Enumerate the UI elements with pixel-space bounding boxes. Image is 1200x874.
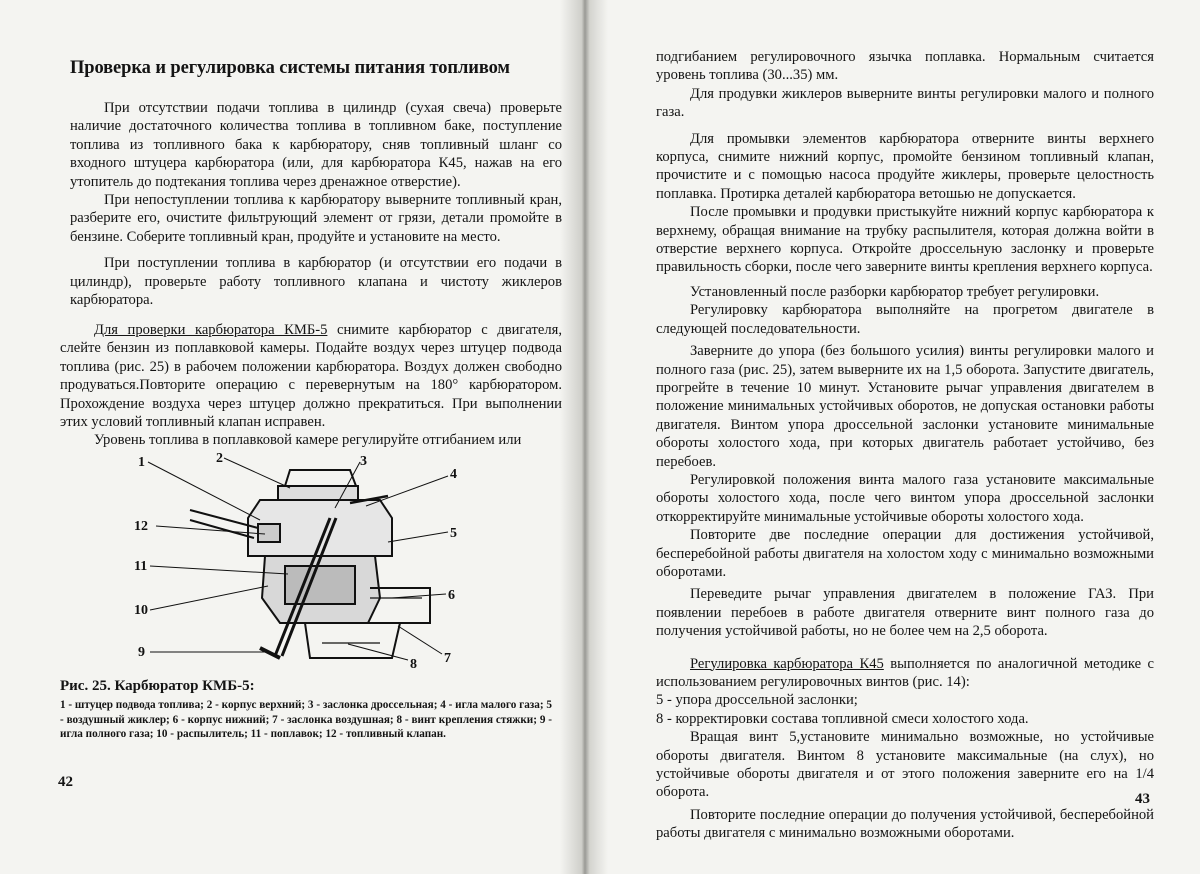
- diagram-label-2: 2: [216, 451, 223, 466]
- right-text: [656, 48, 1154, 843]
- paragraph-text: снимите карбюратор с двигателя, слейте бензин из поплавковой камеры. Подайте воздух через штуцер подвода топлива (рис. 25) в рабочем положении карбюратора. Воздух должен свободно продуваться.Повторите операцию с перевернутым на 180° карбюратором. Прохождение воздуха через штуцер должно прекратиться. При выполнении этих условий топливный клапан исправен.: [60, 322, 562, 431]
- paragraph: Повторите две последние операции для достижения устойчивой, бесперебойной работы двигателя на холостом ходу с минимально возможными оборотами.: [656, 527, 1154, 580]
- paragraph: Регулировку карбюратора выполняйте на прогретом двигателе в следующей последовательности.: [656, 302, 1154, 337]
- paragraph: Установленный после разборки карбюратор требует регулировки.: [690, 283, 1100, 300]
- paragraph: Уровень топлива в поплавковой камере регулируйте отгибанием или: [94, 432, 522, 449]
- paragraph: Для промывки элементов карбюратора отверните винты верхнего корпуса, снимите нижний корпус, промойте бензином топливный клапан, прочистите и с помощью насоса продуйте жиклеры, проверьте целостность поплавка. Протирка деталей карбюратора ветошью не допускается.: [656, 130, 1154, 202]
- diagram-label-5: 5: [450, 526, 457, 541]
- page-number: 42: [58, 774, 73, 790]
- list-item: 5 - упора дроссельной заслонки;: [656, 692, 858, 709]
- paragraph: При отсутствии подачи топлива в цилиндр (сухая свеча) проверьте наличие достаточного количества топлива в топливном баке, поступление топлива из топливного бака к карбюратору, сняв топливный шланг со входного штуцера карбюратора (или, для карбюратора К45, нажав на его утопитель до подтекания топлива через дренажное отверстие).: [70, 100, 562, 190]
- diagram-label-12: 12: [134, 519, 148, 534]
- paragraph-text: выполняется по аналогичной методике с использованием регулировочных винтов (рис. 14):: [656, 655, 1154, 690]
- paragraph: При непоступлении топлива к карбюратору выверните топливный кран, разберите его, очистите фильтрующий элемент от грязи, детали промойте в бензине. Соберите топливный кран, продуйте и установите на место.: [70, 192, 562, 245]
- paragraph: [60, 321, 562, 431]
- carburetor-diagram: [130, 448, 470, 673]
- diagram-label-9: 9: [138, 645, 145, 660]
- left-text-top: [70, 99, 562, 309]
- section-title: Проверка и регулировка системы питания топливом: [70, 58, 510, 78]
- paragraph: После промывки и продувки пристыкуйте нижний корпус карбюратора к верхнему, обращая внимание на трубку распылителя, которая должна войти в отверстие верхнего корпуса. Откройте дроссельную заслонку и проверьте правильность сборки, после чего заверните винты крепления верхнего корпуса.: [656, 204, 1154, 276]
- diagram-label-6: 6: [448, 588, 455, 603]
- paragraph: Заверните до упора (без большого усилия) винты регулировки малого и полного газа (рис. 25), затем выверните их на 1,5 оборота. Запустите двигатель, прогрейте в течение 10 минут. Установите рычаг управления двигателем в положение минимальных устойчивых оборотов, не допуская остановки работы двигателя. Винтом упора дроссельной заслонки установите минимальные обороты холостого хода, при которых двигатель работает устойчиво, без перебоев.: [656, 343, 1154, 470]
- diagram-label-4: 4: [450, 467, 457, 482]
- paragraph: Регулировкой положения винта малого газа установите максимальные обороты холостого хода, после чего винтом упора дроссельной заслонки откорректируйте минимальные устойчивые обороты холостого хода.: [656, 471, 1154, 525]
- right-page: [600, 0, 1200, 874]
- kmb5-heading: Для проверки карбюратора КМБ-5: [94, 322, 328, 338]
- diagram-label-11: 11: [134, 559, 148, 574]
- paragraph: При поступлении топлива в карбюратор (и отсутствии его подачи в цилиндр), проверьте работу топливного клапана и чистоту жиклеров карбюратора.: [70, 255, 562, 309]
- left-page: [0, 0, 572, 874]
- diagram-label-7: 7: [444, 651, 451, 666]
- diagram-label-1: 1: [138, 455, 145, 470]
- diagram-label-3: 3: [360, 454, 367, 469]
- paragraph: [656, 655, 1154, 692]
- paragraph: подгибанием регулировочного язычка поплавка. Нормальным считается уровень топлива (30...35) мм.: [656, 49, 1154, 84]
- k45-heading: Регулировка карбюратора К45: [690, 655, 884, 672]
- paragraph: Вращая винт 5,установите минимально возможные, но устойчивые обороты двигателя. Винтом 8 установите максимальные (на слух), но устойчивые обороты двигателя и от этого положения заверните его на 1/4 оборота.: [656, 729, 1154, 801]
- figure-legend: 1 - штуцер подвода топлива; 2 - корпус верхний; 3 - заслонка дроссельная; 4 - игла малого газа; 5 - воздушный жиклер; 6 - корпус нижний; 7 - заслонка воздушная; 8 - винт крепления стяжки; 9 - игла полного газа; 10 - распылитель; 11 - поплавок; 12 - топливный клапан.: [60, 699, 552, 740]
- page-number: 43: [1135, 791, 1150, 807]
- paragraph: Для продувки жиклеров выверните винты регулировки малого и полного газа.: [656, 85, 1154, 121]
- paragraph: Повторите последние операции до получения устойчивой, бесперебойной работы двигателя с минимально возможными оборотами.: [656, 806, 1154, 842]
- diagram-label-10: 10: [134, 603, 148, 618]
- diagram-label-8: 8: [410, 657, 417, 672]
- figure-caption: Рис. 25. Карбюратор КМБ-5:: [60, 678, 255, 694]
- paragraph: Переведите рычаг управления двигателем в положение ГАЗ. При появлении перебоев в работе двигателя отверните винт полного газа до получения устойчивой работы, но не более чем на 2,5 оборота.: [656, 586, 1154, 640]
- left-text-bottom: [60, 321, 562, 450]
- list-item: 8 - корректировки состава топливной смеси холостого хода.: [656, 710, 1029, 727]
